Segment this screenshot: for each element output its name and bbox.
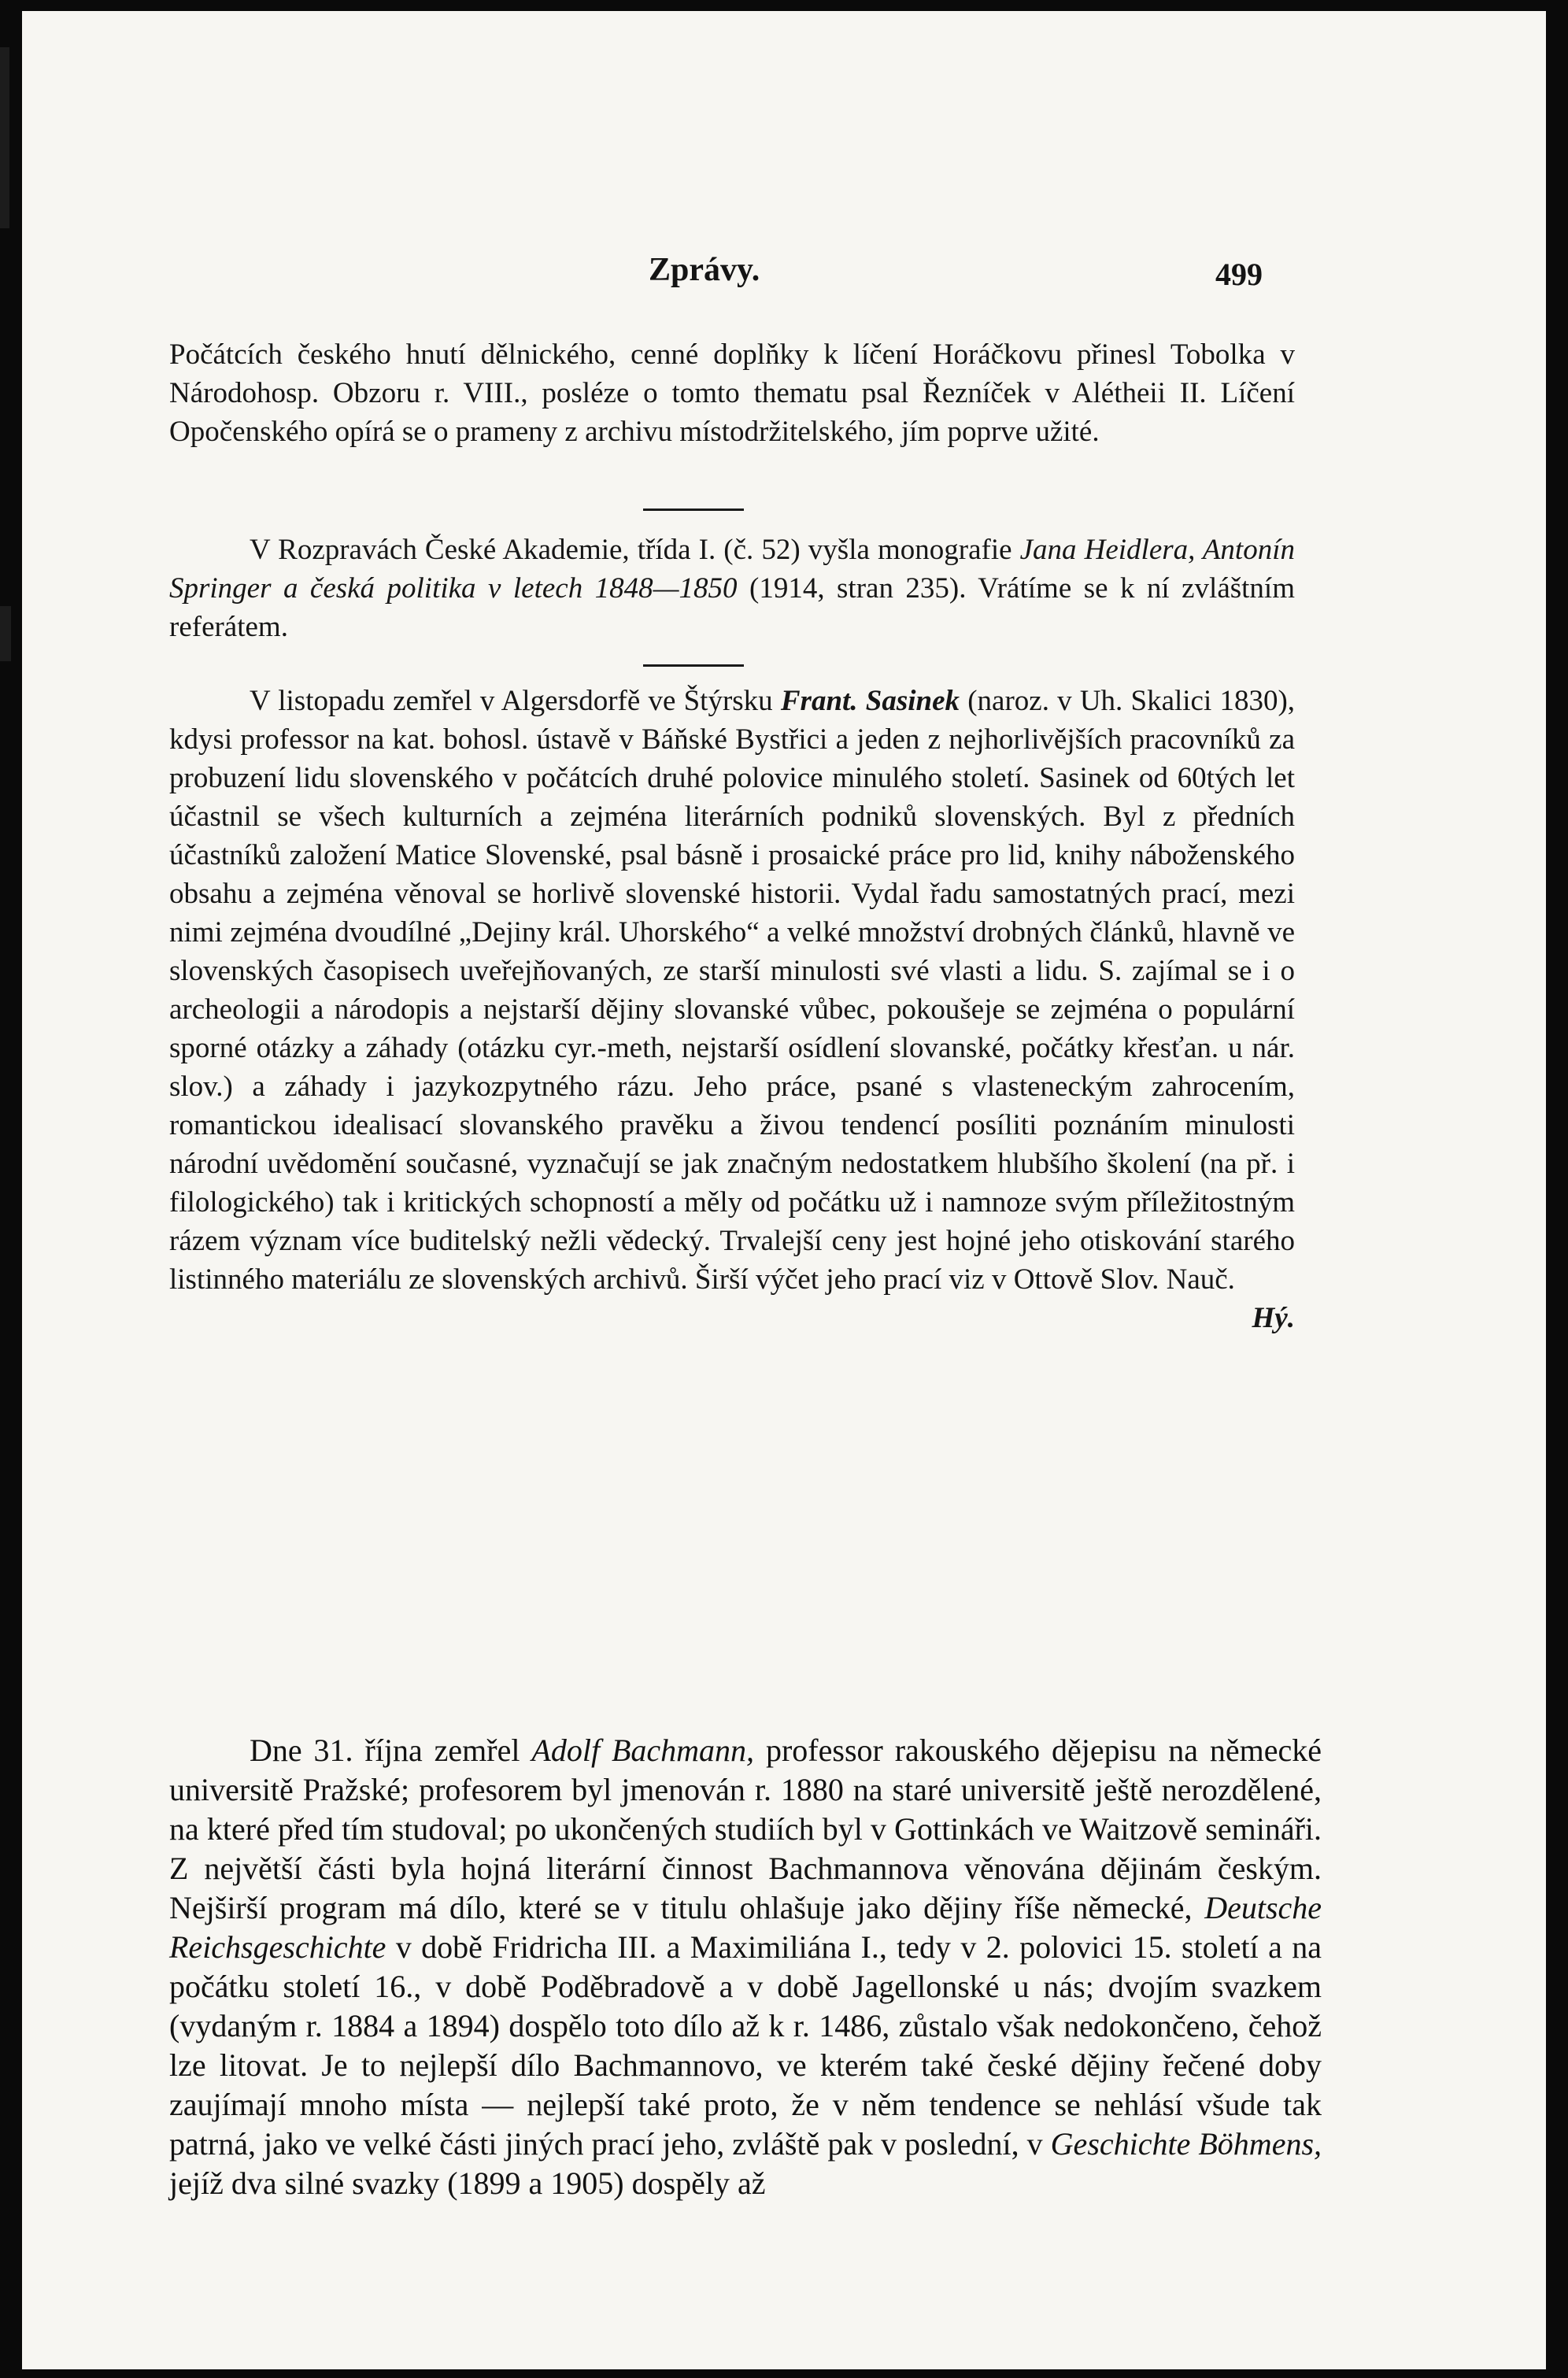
scanned-page <box>22 11 1546 2369</box>
paragraph-body <box>169 1731 1322 2203</box>
author-signature: Hý. <box>1252 1302 1295 1334</box>
text-segment: jejíž dva silné svazky (1899 a 1905) dospěly až <box>169 2165 766 2201</box>
paragraph-text: Počátcích českého hnutí dělnického, cenné doplňky k líčení Horáčkovu přinesl Tobolka v Národohosp. Obzoru r. VIII., posléze o tomto thematu psal Řezníček v Alétheii II. Líčení Opočenského opírá se o prameny z archivu místodržitelského, jím poprve užité. <box>169 338 1295 448</box>
text-segment: v době Fridricha III. a Maximiliána I., tedy v 2. polovici 15. století a na počátku století 16., v době Poděbradově a v době Jagellonské u nás; dvojím svazkem (vydaným r. 1884 a 1894) dospělo toto dílo až k r. 1486, zůstalo však nedokončeno, čehož lze litovat. Je to nejlepší dílo Bachmannovo, ve kterém také české dějiny řečené doby zaujímají mnoho místa — nejlepší také proto, že v něm tendence se nehlásí všude tak patrná, jako ve velké části jiných prací jeho, zvláště pak v poslední, v <box>169 1929 1322 2162</box>
section-title: Zprávy. <box>649 252 760 288</box>
paragraph-bachmann <box>169 1731 1322 2203</box>
paragraph-opocensky <box>169 335 1295 451</box>
paragraph-sasinek <box>169 682 1295 1337</box>
person-name: Adolf Bachmann, <box>531 1733 755 1768</box>
paragraph-lead: V listopadu zemřel v Algersdorfě ve Štýrsku <box>250 685 773 717</box>
text-segment: Dne 31. října zemřel <box>250 1733 520 1768</box>
text-segment: professor rakouského dějepisu na německé universitě Pražské; profesorem byl jmenován r. 1880 na staré universitě ještě nerozdělené, na které před tím studoval; po ukončených studiích byl v Gottinkách ve Waitzově semináři. Z největší části byla hojná literární činnost Bachmannova věnována dějinám českým. Nejširší program má dílo, které se v titulu ohlašuje jako dějiny říše německé, <box>169 1733 1322 1925</box>
paragraph-lead: V Rozpravách České Akademie, třída I. (č. 52) vyšla monografie <box>250 534 1012 566</box>
paragraph-heidler <box>169 531 1295 646</box>
page-number: 499 <box>1215 257 1263 292</box>
work-title: Deutsche Reichsgeschichte <box>169 1890 1322 1965</box>
scan-edge <box>0 606 11 661</box>
section-divider <box>643 509 744 511</box>
scan-edge <box>0 47 9 228</box>
paragraph-body <box>169 682 1296 1334</box>
section-divider <box>643 664 744 667</box>
person-name: Frant. Sasinek <box>780 685 960 717</box>
running-header <box>22 251 1546 298</box>
paragraph-text: (naroz. v Uh. Skalici 1830), kdysi professor na kat. bohosl. ústavě v Báňské Bystřici a jeden z nejhorlivějších pracovníků za probuzení lidu slovenského v počátcích druhé polovice minulého století. Sasinek od 60tých let účastnil se všech kulturních a zejména literárních podniků slovenských. Byl z předních účastníků založení Matice Slovenské, psal básně i prosaické práce pro lid, knihy náboženského obsahu a zejména věnoval se horlivě slovenské historii. Vydal řadu samostatných prací, mezi nimi zejména dvoudílné „Dejiny král. Uhorského“ a velké množství drobných článků, hlavně ve slovenských časopisech uveřejňovaných, ze starší minulosti své vlasti a lidu. S. zajímal se i o archeologii a národopis a nejstarší dějiny slovanské vůbec, pokoušeje se zejména o populární sporné otázky a záhady (otázku cyr.-meth, nejstarší osídlení slovanské, počátky křesťan. u nár. slov.) a záhady i jazykozpytného rázu. Jeho práce, psané s vlasteneckým zahrocením, romantickou idealisací slovanského pravěku a živou tendencí posíliti poznáním minulosti národní uvědomění současné, vyznačují se jak značným nedostatkem hlubšího školení (na př. i filologického) tak i kritických schopností a měly od počátku už i namnoze svým příležitostným rázem význam více buditelský nežli vědecký. Trvalejší ceny jest hojné jeho otiskování starého listinného materiálu ze slovenských archivů. Širší výčet jeho prací viz v Ottově Slov. Nauč. <box>169 685 1296 1296</box>
paragraph-body <box>169 531 1295 646</box>
book-title: Jana Heidlera, Antonín Springer a česká politika v letech 1848—1850 <box>169 534 1295 605</box>
paragraph-tail: (1914, stran 235). Vrátíme se k ní zvláštním referátem. <box>169 572 1295 643</box>
work-title: Geschichte Böhmens, <box>1050 2126 1322 2162</box>
